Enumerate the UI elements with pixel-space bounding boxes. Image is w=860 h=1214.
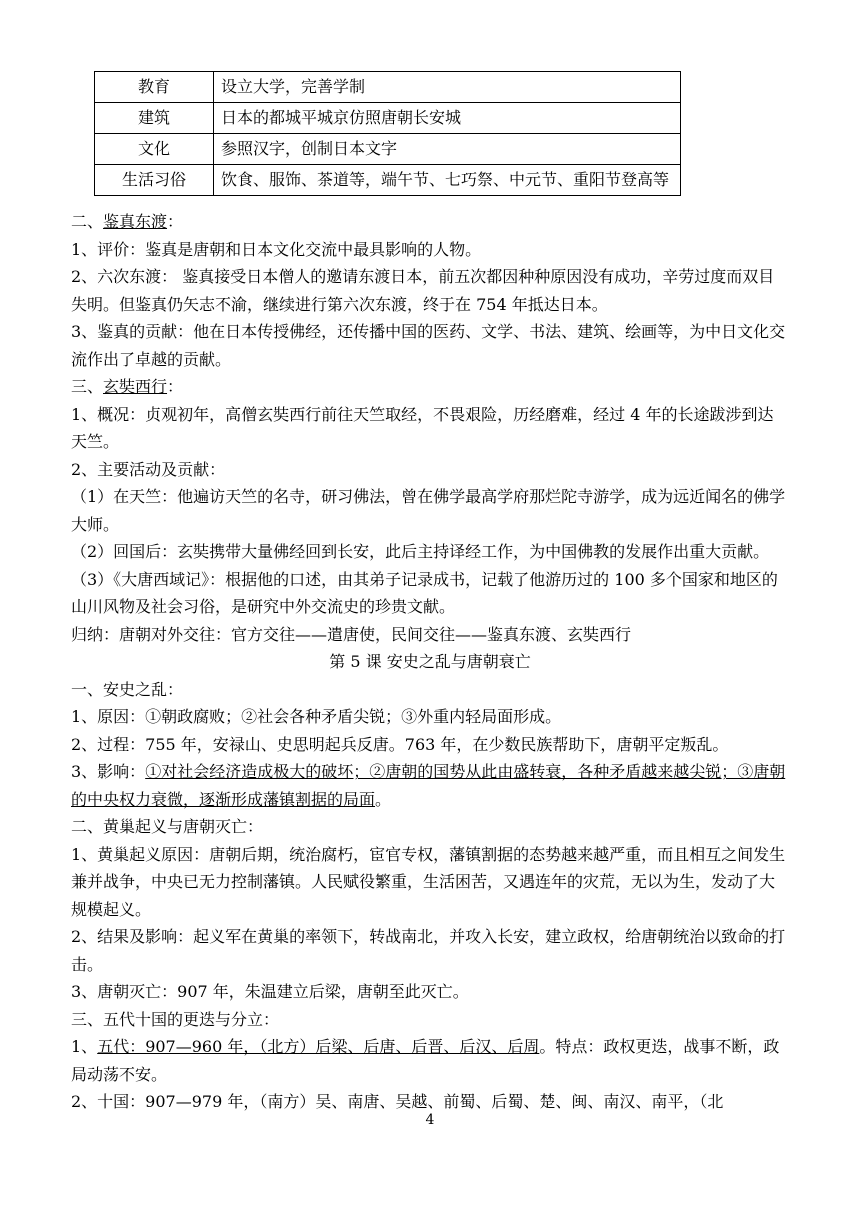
table-cell-content: 设立大学，完善学制 xyxy=(214,72,681,103)
document-body xyxy=(71,208,789,1116)
underlined-text: 五代：907—960 年，（北方）后梁、后唐、后晋、后汉、后周 xyxy=(97,1037,540,1056)
paragraph: （3）《大唐西域记》：根据他的口述，由其弟子记录成书，记载了他游历过的 100 多个国家和地区的山川风物及社会习俗，是研究中外交流史的珍贵文献。 xyxy=(71,569,778,616)
culture-influence-table xyxy=(94,71,681,196)
paragraph-suffix: 。 xyxy=(375,789,392,809)
table-cell-content: 饮食、服饰、茶道等，端午节、七巧祭、中元节、重阳节登高等 xyxy=(214,165,681,196)
paragraph-prefix: 3、影响： xyxy=(71,762,146,781)
table-cell-category: 建筑 xyxy=(95,103,214,134)
table-row xyxy=(95,134,681,165)
summary-line: 归纳：唐朝对外交往：官方交往——遣唐使，民间交往——鉴真东渡、玄奘西行 xyxy=(71,624,632,644)
heading-suffix: ： xyxy=(167,212,184,231)
page-number: 4 xyxy=(425,1112,435,1128)
paragraph: 1、评价：鉴真是唐朝和日本文化交流中最具影响的人物。 xyxy=(71,239,482,259)
section-heading-xuanzang xyxy=(71,373,789,401)
table-row xyxy=(95,103,681,134)
paragraph xyxy=(71,758,789,813)
paragraph-suffix: 。特点：政权更迭，战事不断，政局动荡不安。 xyxy=(71,1037,780,1084)
table-cell-category: 生活习俗 xyxy=(95,165,214,196)
heading-title: 鉴真东渡 xyxy=(103,212,168,231)
section-heading: 二、黄巢起义与唐朝灭亡： xyxy=(71,817,264,836)
paragraph: （2）回国后：玄奘携带大量佛经回到长安，此后主持译经工作，为中国佛教的发展作出重大贡献。 xyxy=(71,542,770,561)
paragraph-prefix: 1、 xyxy=(71,1037,98,1056)
paragraph: 1、黄巢起义原因：唐朝后期，统治腐朽，宦官专权，藩镇割据的态势越来越严重，而且相互之间发生兼并战争，中央已无力控制藩镇。人民赋役繁重，生活困苦，又遇连年的灾荒，无以为生，发动了大规模起义。 xyxy=(71,844,786,919)
table-cell-category: 教育 xyxy=(95,72,214,103)
table-cell-content: 参照汉字，创制日本文字 xyxy=(214,134,681,165)
paragraph: （1）在天竺：他遍访天竺的名寺，研习佛法，曾在佛学最高学府那烂陀寺游学，成为远近闻名的佛学大师。 xyxy=(71,487,786,534)
table-row xyxy=(95,72,681,103)
paragraph: 1、原因：①朝政腐败；②社会各种矛盾尖锐；③外重内轻局面形成。 xyxy=(71,707,562,726)
paragraph: 3、鉴真的贡献：他在日本传授佛经，还传播中国的医药、文学、书法、建筑、绘画等，为中日文化交流作出了卓越的贡献。 xyxy=(71,322,786,369)
underlined-text: ①对社会经济造成极大的破坏；②唐朝的国势从此由盛转衰，各种矛盾越来越尖锐；③唐朝的中央权力衰微，逐渐形成藩镇割据的局面 xyxy=(71,762,786,809)
table-cell-content: 日本的都城平城京仿照唐朝长安城 xyxy=(214,103,681,134)
section-heading-jianzhen xyxy=(71,208,789,236)
section-heading: 三、五代十国的更迭与分立： xyxy=(71,1009,280,1029)
paragraph: 2、六次东渡： 鉴真接受日本僧人的邀请东渡日本，前五次都因种种原因没有成功，辛劳过度而双目失明。但鉴真仍矢志不渝，继续进行第六次东渡，终于在 754 年抵达日本。 xyxy=(71,267,775,314)
section-heading: 一、安史之乱： xyxy=(71,679,184,699)
heading-prefix: 三、 xyxy=(71,377,104,396)
paragraph xyxy=(71,1033,789,1088)
heading-suffix: ： xyxy=(167,377,184,396)
paragraph: 3、唐朝灭亡：907 年，朱温建立后梁，唐朝至此灭亡。 xyxy=(71,982,469,1001)
table-cell-category: 文化 xyxy=(95,134,214,165)
heading-prefix: 二、 xyxy=(71,212,104,231)
paragraph: 2、过程：755 年，安禄山、史思明起兵反唐。763 年，在少数民族帮助下，唐朝平定叛乱。 xyxy=(71,734,729,754)
paragraph: 1、概况：贞观初年，高僧玄奘西行前往天竺取经，不畏艰险，历经磨难，经过 4 年的长途跋涉到达天竺。 xyxy=(71,404,774,451)
paragraph: 2、结果及影响：起义军在黄巢的率领下，转战南北，并攻入长安，建立政权，给唐朝统治以致命的打击。 xyxy=(71,927,786,974)
heading-title: 玄奘西行 xyxy=(103,377,168,396)
lesson-title: 第 5 课 安史之乱与唐朝衰亡 xyxy=(329,652,531,671)
paragraph: 2、主要活动及贡献： xyxy=(71,459,226,479)
paragraph: 2、十国：907—979 年，（南方）吴、南唐、吴越、前蜀、后蜀、楚、闽、南汉、南平，（北 xyxy=(71,1092,724,1111)
table-row xyxy=(95,165,681,196)
